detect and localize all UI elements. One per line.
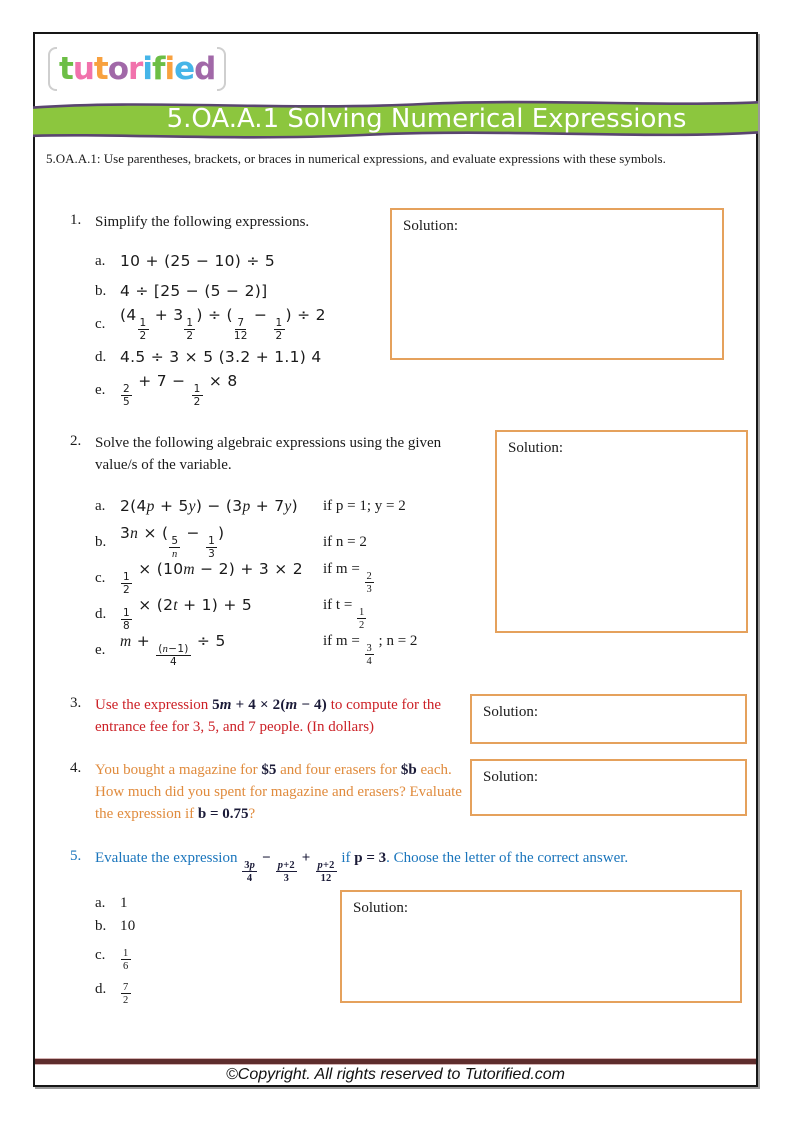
item-label: e. [95, 381, 106, 398]
item-condition: if p = 1; y = 2 [323, 498, 406, 514]
q1-prompt: Simplify the following expressions. [95, 214, 310, 230]
solution-label: Solution: [508, 440, 564, 456]
logo-letter: e [174, 50, 195, 87]
item-label: d. [95, 605, 107, 622]
choice-label: d. [95, 980, 107, 997]
q3-number: 3. [70, 695, 82, 711]
choice-row [95, 892, 136, 915]
q2-item-row [95, 596, 515, 632]
q1-number: 1. [70, 212, 82, 228]
logo-letter: i [164, 50, 175, 87]
item-expression: 4.5 ÷ 3 × 5 (3.2 + 1.1) 4 [120, 348, 322, 367]
q1-item-row [95, 276, 326, 306]
q2-item-row [95, 489, 515, 524]
standard-description: 5.OA.A.1: Use parentheses, brackets, or braces in numerical expressions, and evaluate expressions with these symbols. [46, 151, 666, 166]
item-expression: 2(4p + 5y) − (3p + 7y) [120, 497, 298, 515]
q4-text: You bought a magazine for $5 and four erasers for $b each. How much did you spent for magazine and erasers? Evaluate the expression if b = 0.75? [95, 762, 462, 822]
item-condition: if m = $\frac{2}{3}$ [323, 561, 372, 596]
logo-right-bracket-icon [217, 47, 226, 91]
q1-item-row [95, 342, 326, 372]
bold-value: $b [400, 762, 417, 778]
q2-number: 2. [70, 433, 82, 449]
logo-text [59, 50, 216, 87]
item-label: c. [95, 315, 106, 332]
item-condition: if m = $\frac{3}{4}$ ; n = 2 [323, 633, 418, 668]
item-label: c. [95, 569, 106, 586]
item-expression: (4 $\frac{1}{2}$ + 3 $\frac{1}{2}$ ) ÷ ( $\frac{7}{12}$ − $\frac{1}{2}$ ) ÷ 2 [120, 306, 326, 343]
item-label: b. [95, 533, 107, 550]
title-banner [33, 95, 758, 145]
choice-label: b. [95, 918, 107, 934]
solution-label: Solution: [483, 769, 539, 785]
logo-letter: u [72, 50, 94, 87]
q2-items [95, 489, 515, 668]
bold-value: $5 [261, 762, 277, 778]
page-frame [33, 32, 758, 1087]
solution-label: Solution: [403, 218, 459, 234]
solution-box-q4 [470, 759, 747, 816]
bold-expression: $\frac{3p}{4}$ − $\frac{p+2}{3}$ + $\frac{p+2}{12}$ [244, 850, 335, 885]
item-expression: $\frac{1}{8}$ × (2t + 1) + 5 [123, 596, 252, 633]
q3-text: Use the expression 5m + 4 × 2(m − 4) to compute for the entrance fee for 3, 5, and 7 people. (In dollars) [95, 697, 442, 735]
q1-item-row [95, 246, 326, 276]
choice-label: a. [95, 895, 106, 911]
logo-letter: t [93, 50, 108, 87]
choice-row [95, 972, 136, 1006]
q4-number: 4. [70, 760, 82, 776]
logo-letter: t [59, 50, 73, 87]
q2-prompt: Solve the following algebraic expressions using the given value/s of the variable. [95, 435, 442, 473]
q1-item-row [95, 372, 326, 408]
q2-item-row [95, 560, 515, 596]
logo-letter: f [151, 50, 165, 87]
choice-row [95, 915, 136, 938]
item-expression: 4 ÷ [25 − (5 − 2)] [120, 282, 268, 300]
choice-label: c. [95, 946, 106, 963]
item-label: e. [95, 641, 106, 658]
q2-item-row [95, 632, 515, 668]
solution-box-q2 [495, 430, 748, 633]
copyright-text: ©Copyright. All rights reserved to Tutorified.com [225, 1066, 566, 1083]
logo-letter: r [128, 50, 143, 87]
item-label: b. [95, 282, 107, 299]
footer-divider-bar [35, 1058, 756, 1065]
page-title: 5.OA.A.1 Solving Numerical Expressions [166, 104, 687, 134]
item-label: d. [95, 348, 107, 365]
choice-value: $\frac{1}{6}$ [123, 948, 129, 973]
solution-box-q3 [470, 694, 747, 744]
item-label: a. [95, 252, 106, 269]
item-expression: 3n × ( $\frac{5}{n}$ − $\frac{1}{3}$ ) [120, 524, 225, 561]
item-condition: if t = $\frac{1}{2}$ [323, 597, 365, 632]
solution-label: Solution: [483, 704, 539, 720]
item-label: a. [95, 498, 106, 514]
item-expression: 10 + (25 − 10) ÷ 5 [120, 252, 276, 270]
logo-letter: d [194, 50, 216, 87]
q5-text: Evaluate the expression $\frac{3p}{4}$ − $\frac{p+2}{3}$ + $\frac{p+2}{12}$ if p = 3. Choose the letter of the correct answer. [95, 850, 629, 885]
logo-letter: i [142, 50, 152, 87]
bold-expression: 5m + 4 × 2(m − 4) [212, 697, 327, 713]
bold-value: b = 0.75 [197, 805, 249, 822]
choice-value: $\frac{7}{2}$ [123, 982, 129, 1007]
q1-items [95, 246, 326, 408]
solution-box-q1 [390, 208, 724, 360]
q2-item-row [95, 524, 515, 560]
choice-value: 1 [120, 895, 128, 911]
bold-value: p = 3 [354, 850, 387, 866]
solution-label: Solution: [353, 900, 409, 916]
q5-number: 5. [70, 848, 82, 864]
logo-letter: o [107, 50, 129, 87]
q1-item-row [95, 306, 326, 342]
tutorified-logo [48, 46, 226, 92]
choice-row [95, 938, 136, 972]
choice-value: 10 [120, 918, 136, 934]
solution-box-q5 [340, 890, 742, 1003]
item-condition: if n = 2 [323, 533, 367, 550]
item-expression: $\frac{1}{2}$ × (10m − 2) + 3 × 2 [123, 560, 303, 597]
logo-left-bracket-icon [48, 47, 57, 91]
item-expression: $\frac{2}{5}$ + 7 − $\frac{1}{2}$ × 8 [123, 372, 238, 409]
q5-choices [95, 892, 136, 1006]
item-expression: m + $\frac{(n-1)}{4}$ ÷ 5 [120, 632, 226, 669]
